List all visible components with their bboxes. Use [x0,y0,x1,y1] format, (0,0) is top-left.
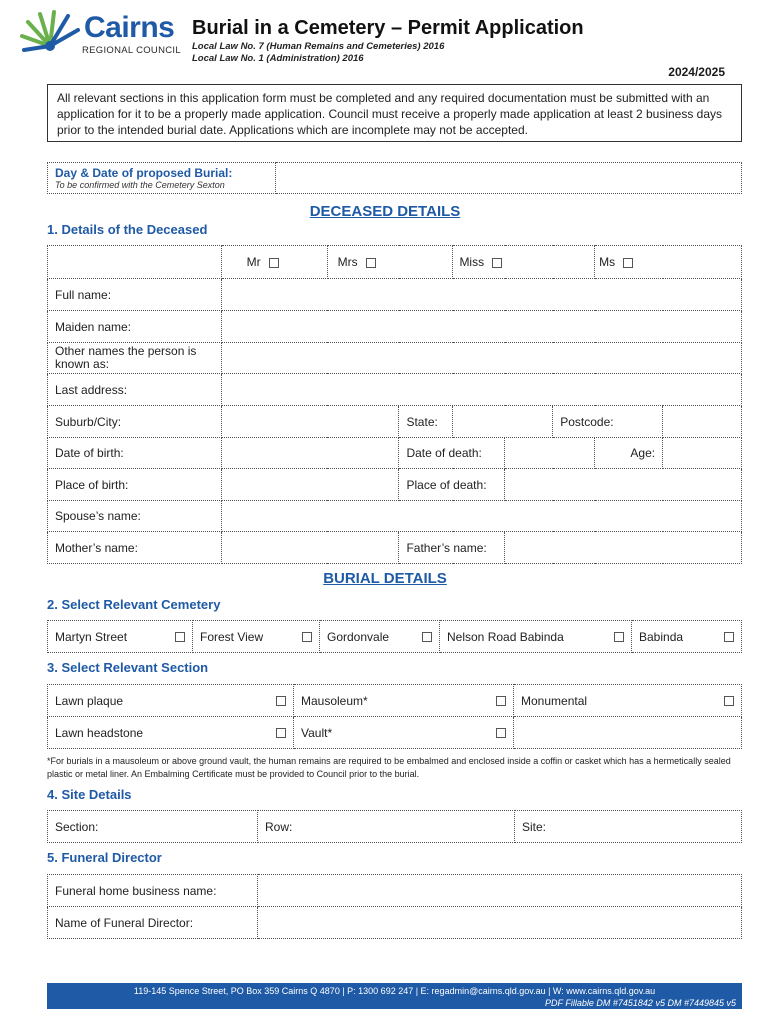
last-address-label: Last address: [48,374,222,406]
cemetery-martyn-street[interactable] [48,621,193,653]
state-field[interactable] [453,406,553,438]
other-names-label: Other names the person is known as: [48,343,222,374]
father-label: Father’s name: [399,532,505,564]
mausoleum-checkbox[interactable] [496,696,506,706]
site-site-label: Site: [522,819,547,834]
logo-subtitle: REGIONAL COUNCIL [82,45,181,56]
footer-bar [47,983,742,1009]
vault-checkbox[interactable] [496,728,506,738]
dod-field[interactable] [505,438,595,469]
funeral-director-label: Name of Funeral Director: [48,907,258,939]
maiden-name-field[interactable] [221,311,741,343]
site-site-field[interactable] [515,811,742,843]
title-mr-label: Mr [246,255,261,269]
form-year: 2024/2025 [668,65,725,79]
cemetery-nelson-road-label: Nelson Road Babinda [447,629,564,644]
full-name-field[interactable] [221,279,741,311]
site-subheading: 4. Site Details [47,787,132,802]
miss-checkbox[interactable] [492,258,502,268]
other-names-field[interactable] [221,343,741,374]
footer-doc-ref: PDF Fillable DM #7451842 v5 DM #7449845 v5 [545,998,736,1008]
age-field[interactable] [663,438,742,469]
section-empty-cell [514,717,742,749]
postcode-label: Postcode: [553,406,663,438]
dob-field[interactable] [221,438,399,469]
cemetery-babinda-label: Babinda [639,629,684,644]
logo-name: Cairns [84,11,175,44]
burial-date-field[interactable] [276,163,742,194]
lawn-plaque-label: Lawn plaque [55,693,124,708]
state-label: State: [399,406,453,438]
burial-date-note: To be confirmed with the Cemetery Sexton [55,180,225,190]
instructions-notice: All relevant sections in this application form must be completed and any required documentation must be submitted with an application for it to be a properly made application. Council must receive a properly made application at least 2 business days prior to the intended burial date. Applications which are incomplete may not be accepted. [47,84,742,142]
cemetery-forest-view-label: Forest View [200,629,264,644]
gordonvale-checkbox[interactable] [422,632,432,642]
mausoleum-footnote: *For burials in a mausoleum or above ground vault, the human remains are required to be embalmed and enclosed inside a coffin or casket which has a hermetically sealed plastic or metal liner. An Embalming Certificate must be provided to Council prior to the burial. [47,756,731,779]
site-row-label: Row: [265,819,293,834]
monumental-option[interactable] [514,685,742,717]
martyn-street-checkbox[interactable] [175,632,185,642]
cemetery-table [47,620,742,653]
site-section-field[interactable] [48,811,258,843]
pob-label: Place of birth: [48,469,222,501]
lawn-headstone-checkbox[interactable] [276,728,286,738]
vault-option[interactable] [294,717,514,749]
burial-date-label: Day & Date of proposed Burial: [55,166,233,180]
funeral-business-label: Funeral home business name: [48,875,258,907]
title-ms-cell [595,246,742,279]
title-ms-label: Ms [599,255,616,269]
forest-view-checkbox[interactable] [302,632,312,642]
deceased-details-heading: DECEASED DETAILS [309,203,461,220]
law-reference-1: Local Law No. 7 (Human Remains and Cemeteries) 2016 [192,41,445,52]
funeral-business-field[interactable] [258,875,742,907]
spouse-field[interactable] [221,501,741,532]
title-mrs-label: Mrs [337,255,358,269]
mausoleum-option[interactable] [294,685,514,717]
vault-label: Vault* [301,725,333,740]
burial-date-label-cell [48,163,276,194]
title-mr-cell [221,246,327,279]
maiden-name-label: Maiden name: [48,311,222,343]
pod-field[interactable] [505,469,742,501]
mother-label: Mother’s name: [48,532,222,564]
site-table [47,810,742,843]
monumental-checkbox[interactable] [724,696,734,706]
site-section-label: Section: [55,819,99,834]
cemetery-babinda[interactable] [632,621,742,653]
section-subheading: 3. Select Relevant Section [47,660,209,675]
ms-checkbox[interactable] [623,258,633,268]
cemetery-gordonvale-label: Gordonvale [327,629,390,644]
title-mrs-cell [327,246,453,279]
deceased-subheading: 1. Details of the Deceased [47,222,208,237]
mausoleum-label: Mausoleum* [301,693,368,708]
full-name-label: Full name: [48,279,222,311]
mrs-checkbox[interactable] [366,258,376,268]
title-miss-label: Miss [459,255,485,269]
council-logo [18,8,184,58]
age-label: Age: [595,438,663,469]
monumental-label: Monumental [521,693,588,708]
cemetery-subheading: 2. Select Relevant Cemetery [47,597,221,612]
title-miss-cell [453,246,595,279]
babinda-checkbox[interactable] [724,632,734,642]
mr-checkbox[interactable] [269,258,279,268]
postcode-field[interactable] [663,406,742,438]
burial-details-heading: BURIAL DETAILS [323,570,447,587]
father-field[interactable] [505,532,742,564]
title-spacer-cell [48,246,222,279]
funeral-director-field[interactable] [258,907,742,939]
cemetery-martyn-street-label: Martyn Street [55,629,128,644]
suburb-field[interactable] [221,406,399,438]
pob-field[interactable] [221,469,399,501]
dob-label: Date of birth: [48,438,222,469]
dod-label: Date of death: [399,438,505,469]
footer-contact: 119-145 Spence Street, PO Box 359 Cairns Q 4870 | P: 1300 692 247 | E: regadmin@cairns.qld.gov.au | W: www.cairns.qld.gov.au [133,986,656,996]
sunburst-logo-icon [18,8,82,58]
spouse-label: Spouse’s name: [48,501,222,532]
funeral-table [47,874,742,939]
suburb-label: Suburb/City: [48,406,222,438]
site-row-field[interactable] [258,811,515,843]
law-reference-2: Local Law No. 1 (Administration) 2016 [192,53,364,64]
deceased-table [47,245,742,564]
lawn-headstone-label: Lawn headstone [55,725,144,740]
burial-date-table [47,162,742,194]
lawn-headstone-option[interactable] [48,717,294,749]
mother-field[interactable] [221,532,399,564]
cemetery-gordonvale[interactable] [320,621,440,653]
cemetery-forest-view[interactable] [193,621,320,653]
lawn-plaque-option[interactable] [48,685,294,717]
form-title: Burial in a Cemetery – Permit Application [192,17,584,39]
section-type-table [47,684,742,749]
cemetery-nelson-road-babinda[interactable] [440,621,632,653]
last-address-field[interactable] [221,374,741,406]
nelson-road-checkbox[interactable] [614,632,624,642]
pod-label: Place of death: [399,469,505,501]
funeral-subheading: 5. Funeral Director [47,850,162,865]
lawn-plaque-checkbox[interactable] [276,696,286,706]
